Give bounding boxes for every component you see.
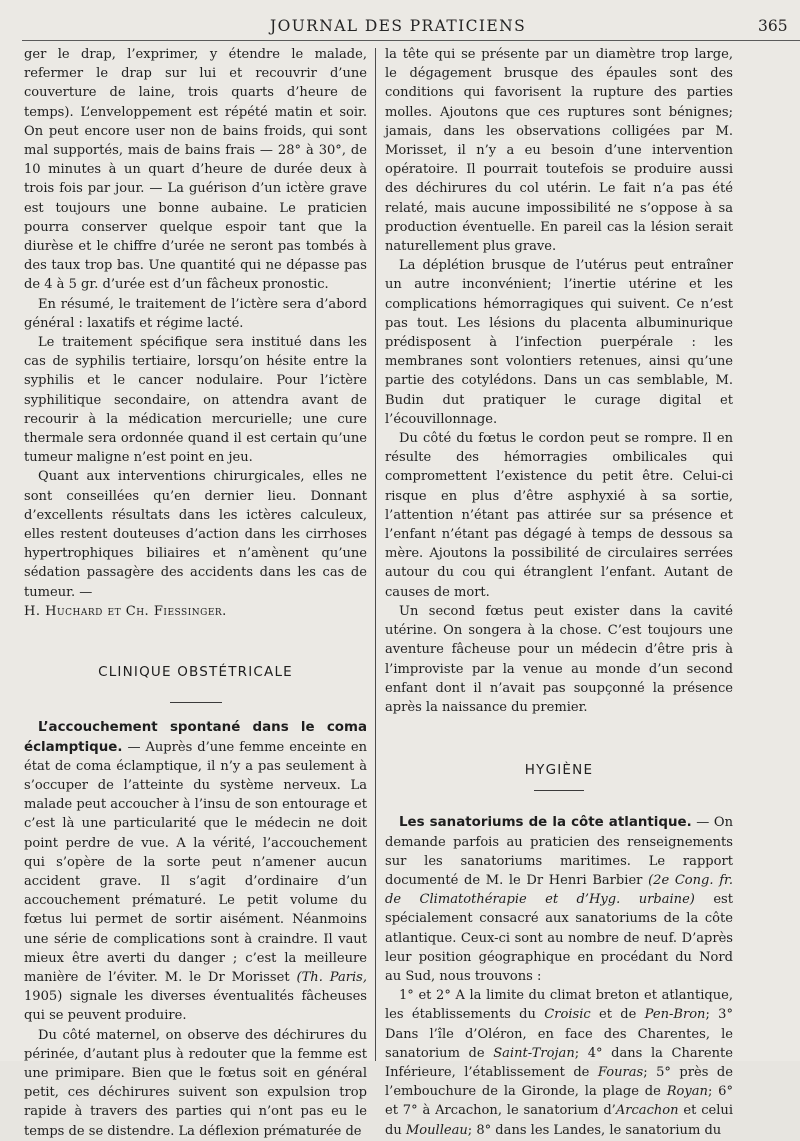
text: ; 5° près de l’embouchure de la Gironde, la plage de (385, 1064, 733, 1100)
text: et celui du (385, 1103, 734, 1138)
text: ; 8° dans les Landes, le sanatorium du (467, 1122, 722, 1138)
text: ; 3° Dans l’île d’Oléron, en face des Charentes, le sanatorium de (385, 1007, 733, 1061)
place-name: Arcachon (615, 1103, 679, 1119)
text: ; 6° et 7° à Arcachon, le sanatorium d’ (385, 1084, 733, 1119)
right-column (385, 45, 733, 1140)
citation: (Th. Paris, (296, 969, 367, 985)
article-paragraph (24, 718, 367, 1025)
place-name: Croisic (544, 1007, 591, 1023)
paragraph: Un second fœtus peut exister dans la cavité utérine. On songera à la chose. C’est toujours une aventure fâcheuse pour un médecin d’être pris à l’improviste par la venue au monde d’un second enfant dont il n’avait pas soupçonné la présence après la naissance du premier. (385, 603, 733, 715)
journal-title: JOURNAL DES PRATICIENS (270, 17, 527, 35)
place-name: Saint-Trojan (493, 1045, 575, 1061)
paragraph: Du côté maternel, on observe des déchirures du périnée, d’autant plus à redouter que la femme est une primipare. Bien que le fœtus soit en général petit, ces déchirures suivent son expulsion trop rapide à travers des parties qui n’ont pas eu le temps de se distendre. La déflexion prématurée de (24, 1027, 367, 1139)
place-name: Royan (666, 1084, 708, 1100)
paragraph: Le traitement spécifique sera institué dans les cas de syphilis tertiaire, lorsqu’on hésite entre la syphilis et le cancer nodulaire. Pour l’ictère syphilitique secondaire, on attendra avant de recourir à la médication mercurielle; une cure thermale sera ordonnée quand il est certain qu’une tumeur maligne n’est point en jeu. (24, 335, 367, 466)
paragraph: ger le drap, l’exprimer, y étendre le malade, refermer le drap sur lui et recouvrir d’une couverture de laine, trois quarts d’heure de temps). L’enveloppement est répété matin et soir. On peut encore user non de bains froids, qui sont mal supportés, mais de bains frais — 28° à 30°, de 10 minutes à un quart d’heure de durée deux à trois fois par jour. — La guérison d’un ictère grave est toujours une bonne aubaine. Le praticien pourra conserver quelque espoir tant que la diurèse et le chiffre d’urée ne seront pas tombés à des taux trop bas. Une quantité qui ne dépasse pas de 4 à 5 gr. d’urée est d’un fâcheux pronostic. (24, 47, 367, 293)
article-text: 1905) signale les diverses éventualités fâcheuses qui se peuvent produire. (24, 989, 367, 1024)
page-number: 365 (758, 17, 788, 35)
author-signature: H. Huchard et Ch. Fiessinger. (24, 603, 227, 619)
article-text: — On demande parfois au praticien des renseignements sur les sanatoriums maritimes. Le rapport documenté de M. le Dr Henri Barbier (385, 815, 734, 888)
paragraph (24, 467, 367, 621)
place-name: Moulleau (405, 1122, 468, 1138)
place-name: Pen-Bron (644, 1007, 706, 1023)
paragraph: En résumé, le traitement de l’ictère sera d’abord général : laxatifs et régime lacté. (24, 296, 367, 331)
citation: (2e Cong. fr. de Climatothérapie et d’Hyg. urbaine) (385, 872, 733, 908)
paragraph (385, 986, 733, 1140)
paragraph-text: Quant aux interventions chirurgicales, elles ne sont conseillées qu’en dernier lieu. Donnant d’excellents résultats dans les ictères calculeux, elles restent douteuses d’action dans les cirrhoses hypertrophiques biliaires et n’amènent qu’une sédation passagère des accidents dans les cas de tumeur. — (24, 469, 367, 600)
paragraph: La déplétion brusque de l’utérus peut entraîner un autre inconvénient; l’inertie utérine et les complications hémorragiques qui suivent. Ce n’est pas tout. Les lésions du placenta albuminurique prédisposent à l’infection puerpérale : les membranes sont volontiers retenues, ainsi qu’une partie des cotylédons. Dans un cas semblable, M. Budin dut pratiquer le curage digital et l’écouvillonnage. (385, 258, 733, 427)
section-title-clinique: CLINIQUE OBSTÉTRICALE (98, 664, 293, 681)
place-name: Fouras (597, 1064, 644, 1080)
article-text: est spécialement consacré aux sanatoriums de la côte atlantique. Ceux-ci sont au nombre de neuf. D’après leur position géographique en procédant du Nord au Sud, nous trouvons : (385, 892, 733, 984)
article-title: L’accouchement spontané dans le coma éclamptique. (24, 720, 367, 755)
header-rule (22, 40, 800, 41)
running-header (0, 14, 800, 40)
section-title-hygiene: HYGIÈNE (524, 762, 594, 779)
article-paragraph (385, 813, 733, 986)
column-divider (375, 48, 376, 1061)
left-column (24, 45, 367, 1141)
text: 1° et 2° A la limite du climat breton et atlantique, les établissements du (385, 988, 733, 1023)
text: et de (599, 1007, 637, 1023)
article-title: Les sanatoriums de la côte atlantique. (399, 815, 692, 831)
text: ; 4° dans la Charente Inférieure, l’établissement de (385, 1045, 733, 1080)
article-text: — Auprès d’une femme enceinte en état de coma éclamptique, il n’y a pas seulement à s’occuper de l’atteinte du système nerveux. La malade peut accoucher à l’insu de son entourage et c’est là une particularité que le médecin ne doit point perdre de vue. A la vérité, l’accouchement qui s’opère de la sorte peut n’amener aucun accident grave. Il s’agit d’ordinaire d’un accouchement prématuré. Le petit volume du fœtus lui permet de sortir aisément. Néanmoins une série de complications sont à craindre. Il vaut mieux être averti du danger ; c’est la meilleure manière de l’éviter. M. le Dr Morisset (24, 739, 367, 985)
paragraph: Du côté du fœtus le cordon peut se rompre. Il en résulte des hémorragies ombilicales qui compromettent l’existence du petit être. Celui-ci risque en plus d’être asphyxié à sa sortie, l’attention n’étant pas attirée sur sa présence et l’enfant n’étant pas dégagé à temps de dessous sa mère. Ajoutons la possibilité de circulaires serrées autour du cou qui étranglent l’enfant. Autant de causes de mort. (385, 431, 733, 600)
paragraph: la tête qui se présente par un diamètre trop large, le dégagement brusque des épaules sont des conditions qui favorisent la rupture des parties molles. Ajoutons que ces ruptures sont bénignes; jamais, dans les observations colligées par M. Morisset, il n’y a eu besoin d’une intervention opératoire. Il pourrait toutefois se produire aussi des déchirures du col utérin. Le fait n’a pas été relaté, mais aucune impossibilité ne s’oppose à sa production éventuelle. En pareil cas la lésion serait naturellement plus grave. (385, 47, 733, 255)
